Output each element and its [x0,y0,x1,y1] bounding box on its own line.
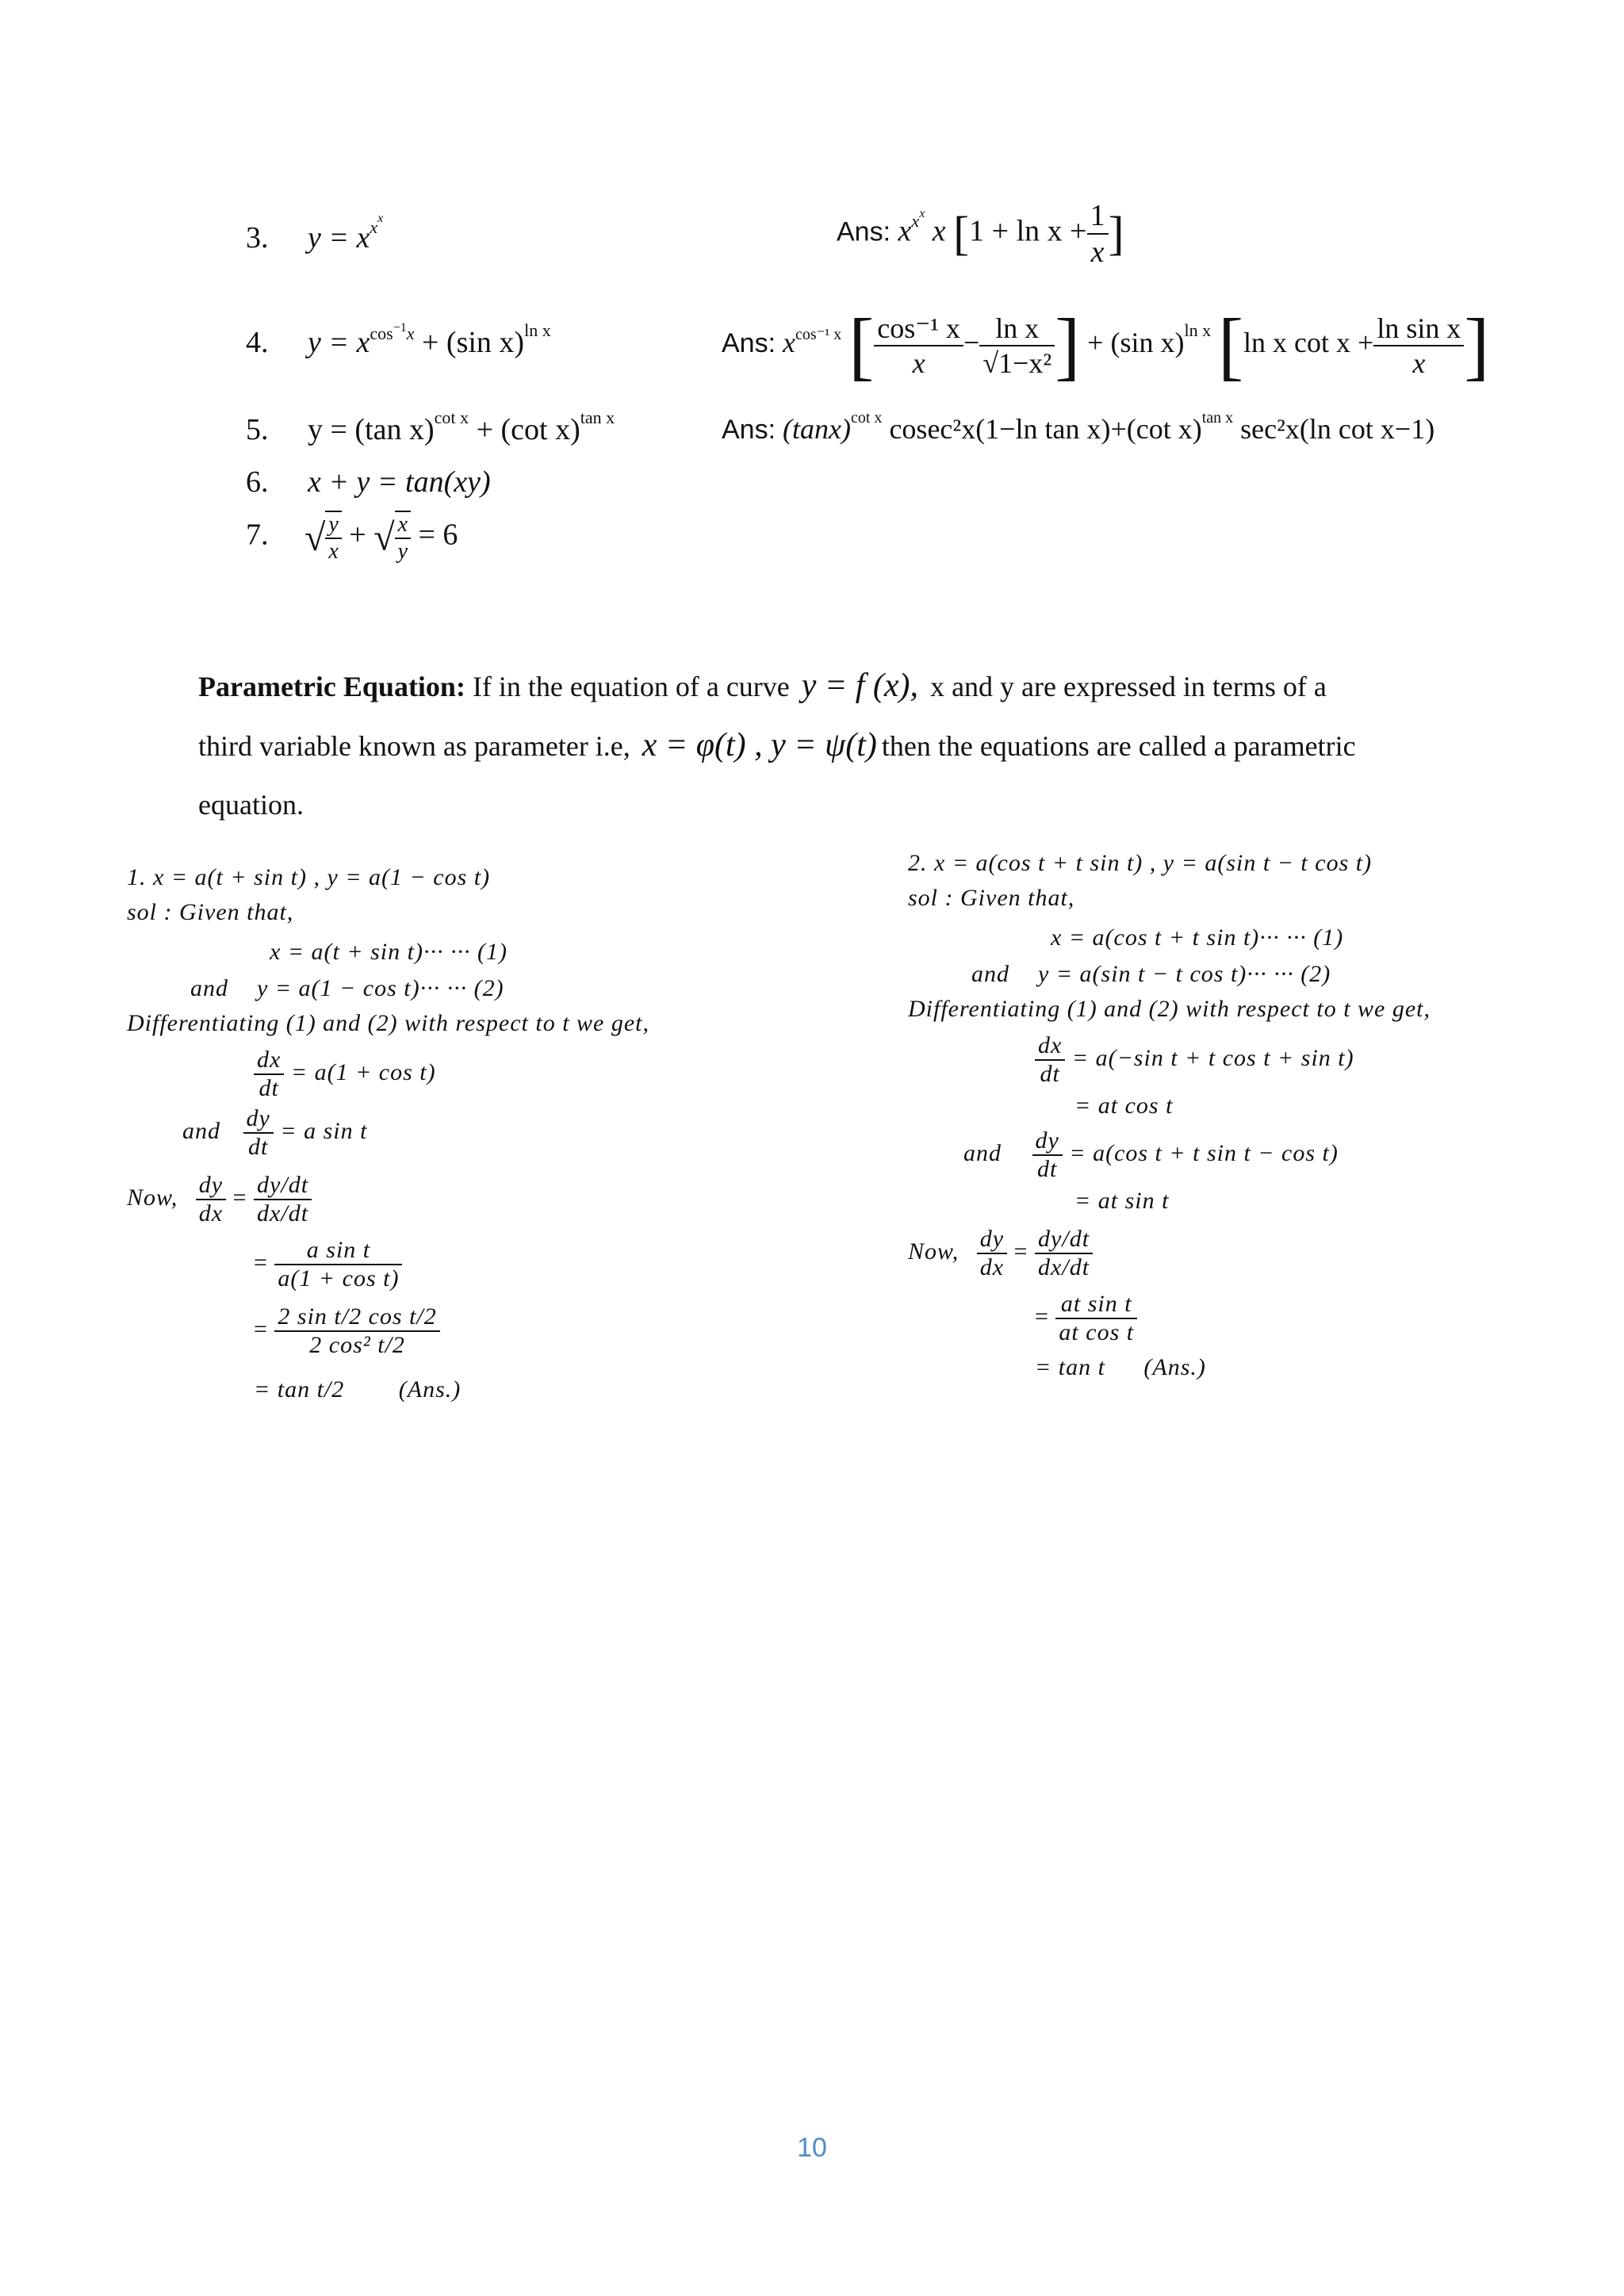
bracket-content: 1 + ln x + [969,214,1087,248]
exponent: cot x [434,408,469,427]
result: = a(−sin t + t cos t + sin t) [1071,1044,1354,1071]
answer-term: (tanx) [783,413,852,445]
fraction-denominator: dt [247,1134,269,1160]
fraction-denominator: x [912,346,925,379]
operator: = [254,1315,268,1342]
compound-numerator: dy/dt [254,1172,312,1200]
equation-lhs: y = x [308,326,370,359]
exponent: tan x [580,408,615,427]
answer-term: sec²x(ln cot x−1) [1240,413,1435,445]
answer-5 [722,409,1435,446]
numerator-part: dt [1069,1226,1090,1252]
exponent: cos⁻¹ x [795,325,842,343]
fraction-numerator: ln x [979,312,1055,346]
problem-number: 4. [246,326,269,359]
numerator-part: dy [257,1172,282,1198]
fraction-denominator: x [1412,346,1426,379]
bracket: ] [1108,207,1124,260]
fraction-numerator: 1 [1087,198,1109,235]
fraction-denominator: dt [259,1075,279,1101]
equation: x + y = tan(xy) [308,465,491,499]
problem-number: 6. [246,465,269,499]
answer-marker: (Ans.) [398,1376,462,1402]
equation: x = φ(t) , y = ψ(t) [642,727,877,763]
answer-term: cosec²x(1−ln tan x)+(cot x) [889,413,1202,445]
answer-label: Ans: [722,415,776,445]
exponent: −1 [393,321,407,335]
fraction-denominator: at cos t [1059,1319,1135,1345]
denominator-part: dx [1038,1254,1063,1280]
answer-term: x [932,214,946,248]
problem-3 [246,212,384,255]
numerator-part: dt [288,1172,309,1198]
fraction-denominator: dx [198,1200,224,1226]
answer-3 [837,198,1124,270]
paragraph-text: third variable known as parameter i.e, [198,730,630,762]
problem-6 [246,465,491,499]
bracket-content: ln x cot x + [1243,326,1374,358]
fraction-numerator: dx [1035,1032,1065,1061]
compound-denominator: dx/dt [257,1200,309,1226]
result: = at sin t [1074,1188,1170,1214]
fraction-denominator: x [1090,235,1105,269]
operator: = [1035,1303,1049,1330]
fraction-denominator: y [397,539,408,564]
bracket: [ [848,303,875,388]
answer-label: Ans: [722,327,776,358]
bracket: ] [1464,303,1490,388]
exponent: ln x [524,320,551,340]
numerator-part: dy [1038,1226,1063,1252]
conjunction: and [963,1139,1002,1166]
answer-marker: (Ans.) [1143,1354,1206,1380]
equation-1: x = a(t + sin t)··· ··· (1) [270,939,508,965]
fraction-denominator: dt [1036,1156,1058,1182]
bracket: ] [1055,303,1081,388]
now-label: Now, [127,1184,178,1211]
compound-numerator: dy/dt [1035,1226,1093,1254]
operator: = [1013,1238,1028,1265]
answer-label: Ans: [837,216,891,247]
answer-term: x [898,214,912,248]
equation-term: + (sin x) [422,326,525,359]
fraction-numerator: 2 sin t/2 cos t/2 [274,1303,439,1332]
result: = a(1 + cos t) [290,1058,436,1085]
example-statement: 1. x = a(t + sin t) , y = a(1 − cos t) [127,864,491,890]
fraction-denominator: 2 cos² t/2 [309,1332,405,1358]
result: = a sin t [280,1117,368,1144]
instruction: Differentiating (1) and (2) with respect to t we get, [908,996,1431,1022]
fraction-numerator: y [325,512,341,539]
fraction-numerator: dy [1032,1127,1063,1156]
heading: Parametric Equation: [198,671,465,702]
equation-1: x = a(cos t + t sin t)··· ··· (1) [1051,924,1344,951]
equation: y = x [308,221,370,254]
conjunction: and [182,1117,220,1144]
exponent: x [919,206,925,220]
fraction-numerator: dy [243,1105,274,1134]
solution-label: sol : Given that, [127,899,294,925]
equation-lhs: y = (tan x) [308,413,435,446]
equation: y = f (x), [801,668,919,704]
answer-term: + (sin x) [1087,326,1185,358]
conjunction: and [971,961,1009,987]
operator: = [232,1184,247,1211]
denominator-part: dx [257,1200,282,1226]
problem-number: 5. [246,413,269,446]
problem-number: 7. [246,518,269,552]
fraction-denominator: dt [1040,1061,1060,1087]
fraction-numerator: ln sin x [1373,312,1464,346]
paragraph-text: If in the equation of a curve [472,671,790,702]
equation-term: + (cot x) [476,413,580,446]
operator: = [254,1249,268,1276]
exponent: ln x [1184,320,1212,340]
final-result: = tan t/2 [254,1376,345,1402]
bracket: [ [953,207,970,260]
fraction-numerator: x [395,512,411,539]
problem-number: 3. [246,221,269,254]
fraction-denominator: √1−x² [982,346,1052,379]
problem-4 [246,320,551,360]
denominator-part: dt [288,1200,309,1226]
exponent: x [406,323,415,343]
instruction: Differentiating (1) and (2) with respect to t we get, [127,1010,650,1036]
result: = at cos t [1074,1093,1174,1119]
now-label: Now, [908,1238,959,1265]
fraction-numerator: dy [196,1172,226,1200]
paragraph-text: equation. [198,789,304,821]
bracket: [ [1218,303,1244,388]
problem-7 [246,511,458,564]
exponent: cot x [851,409,883,427]
sqrt-symbol: √ [304,516,326,559]
final-result: = tan t [1035,1354,1105,1380]
fraction-numerator: dx [254,1047,284,1075]
operator: − [963,326,980,358]
denominator-part: dt [1069,1254,1090,1280]
fraction-numerator: a sin t [274,1237,402,1265]
paragraph-text: x and y are expressed in terms of a [930,671,1327,702]
conjunction: and [190,975,228,1001]
sqrt-symbol: √ [373,516,395,559]
parametric-definition [198,656,1435,834]
exponent: x [377,212,384,225]
equation-2: y = a(sin t − t cos t)··· ··· (2) [1038,961,1331,987]
exponent: x [370,217,378,237]
exponent: tan x [1201,409,1234,427]
paragraph-text: then the equations are called a parametric [881,730,1356,762]
fraction-numerator: dy [977,1226,1007,1254]
example-2 [908,850,1431,1381]
compound-denominator: dx/dt [1038,1254,1090,1280]
fraction-denominator: x [328,539,339,564]
exponent: cos [370,323,393,343]
answer-term: x [783,326,796,358]
answer-4 [722,301,1489,389]
fraction-numerator: cos⁻¹ x [874,312,963,346]
solution-label: sol : Given that, [908,885,1075,911]
equation-rhs: = 6 [418,518,458,552]
operator: + [349,518,366,552]
fraction-denominator: a(1 + cos t) [278,1265,400,1292]
equation-2: y = a(1 − cos t)··· ··· (2) [257,975,504,1001]
fraction-denominator: dx [979,1254,1005,1280]
example-1 [127,864,649,1403]
problem-5 [246,408,615,447]
fraction-numerator: at sin t [1055,1291,1137,1319]
example-statement: 2. x = a(cos t + t sin t) , y = a(sin t − t cos t) [908,850,1373,876]
page-number: 10 [797,2133,827,2163]
result: = a(cos t + t sin t − cos t) [1069,1139,1339,1166]
exponent: x [911,210,920,231]
